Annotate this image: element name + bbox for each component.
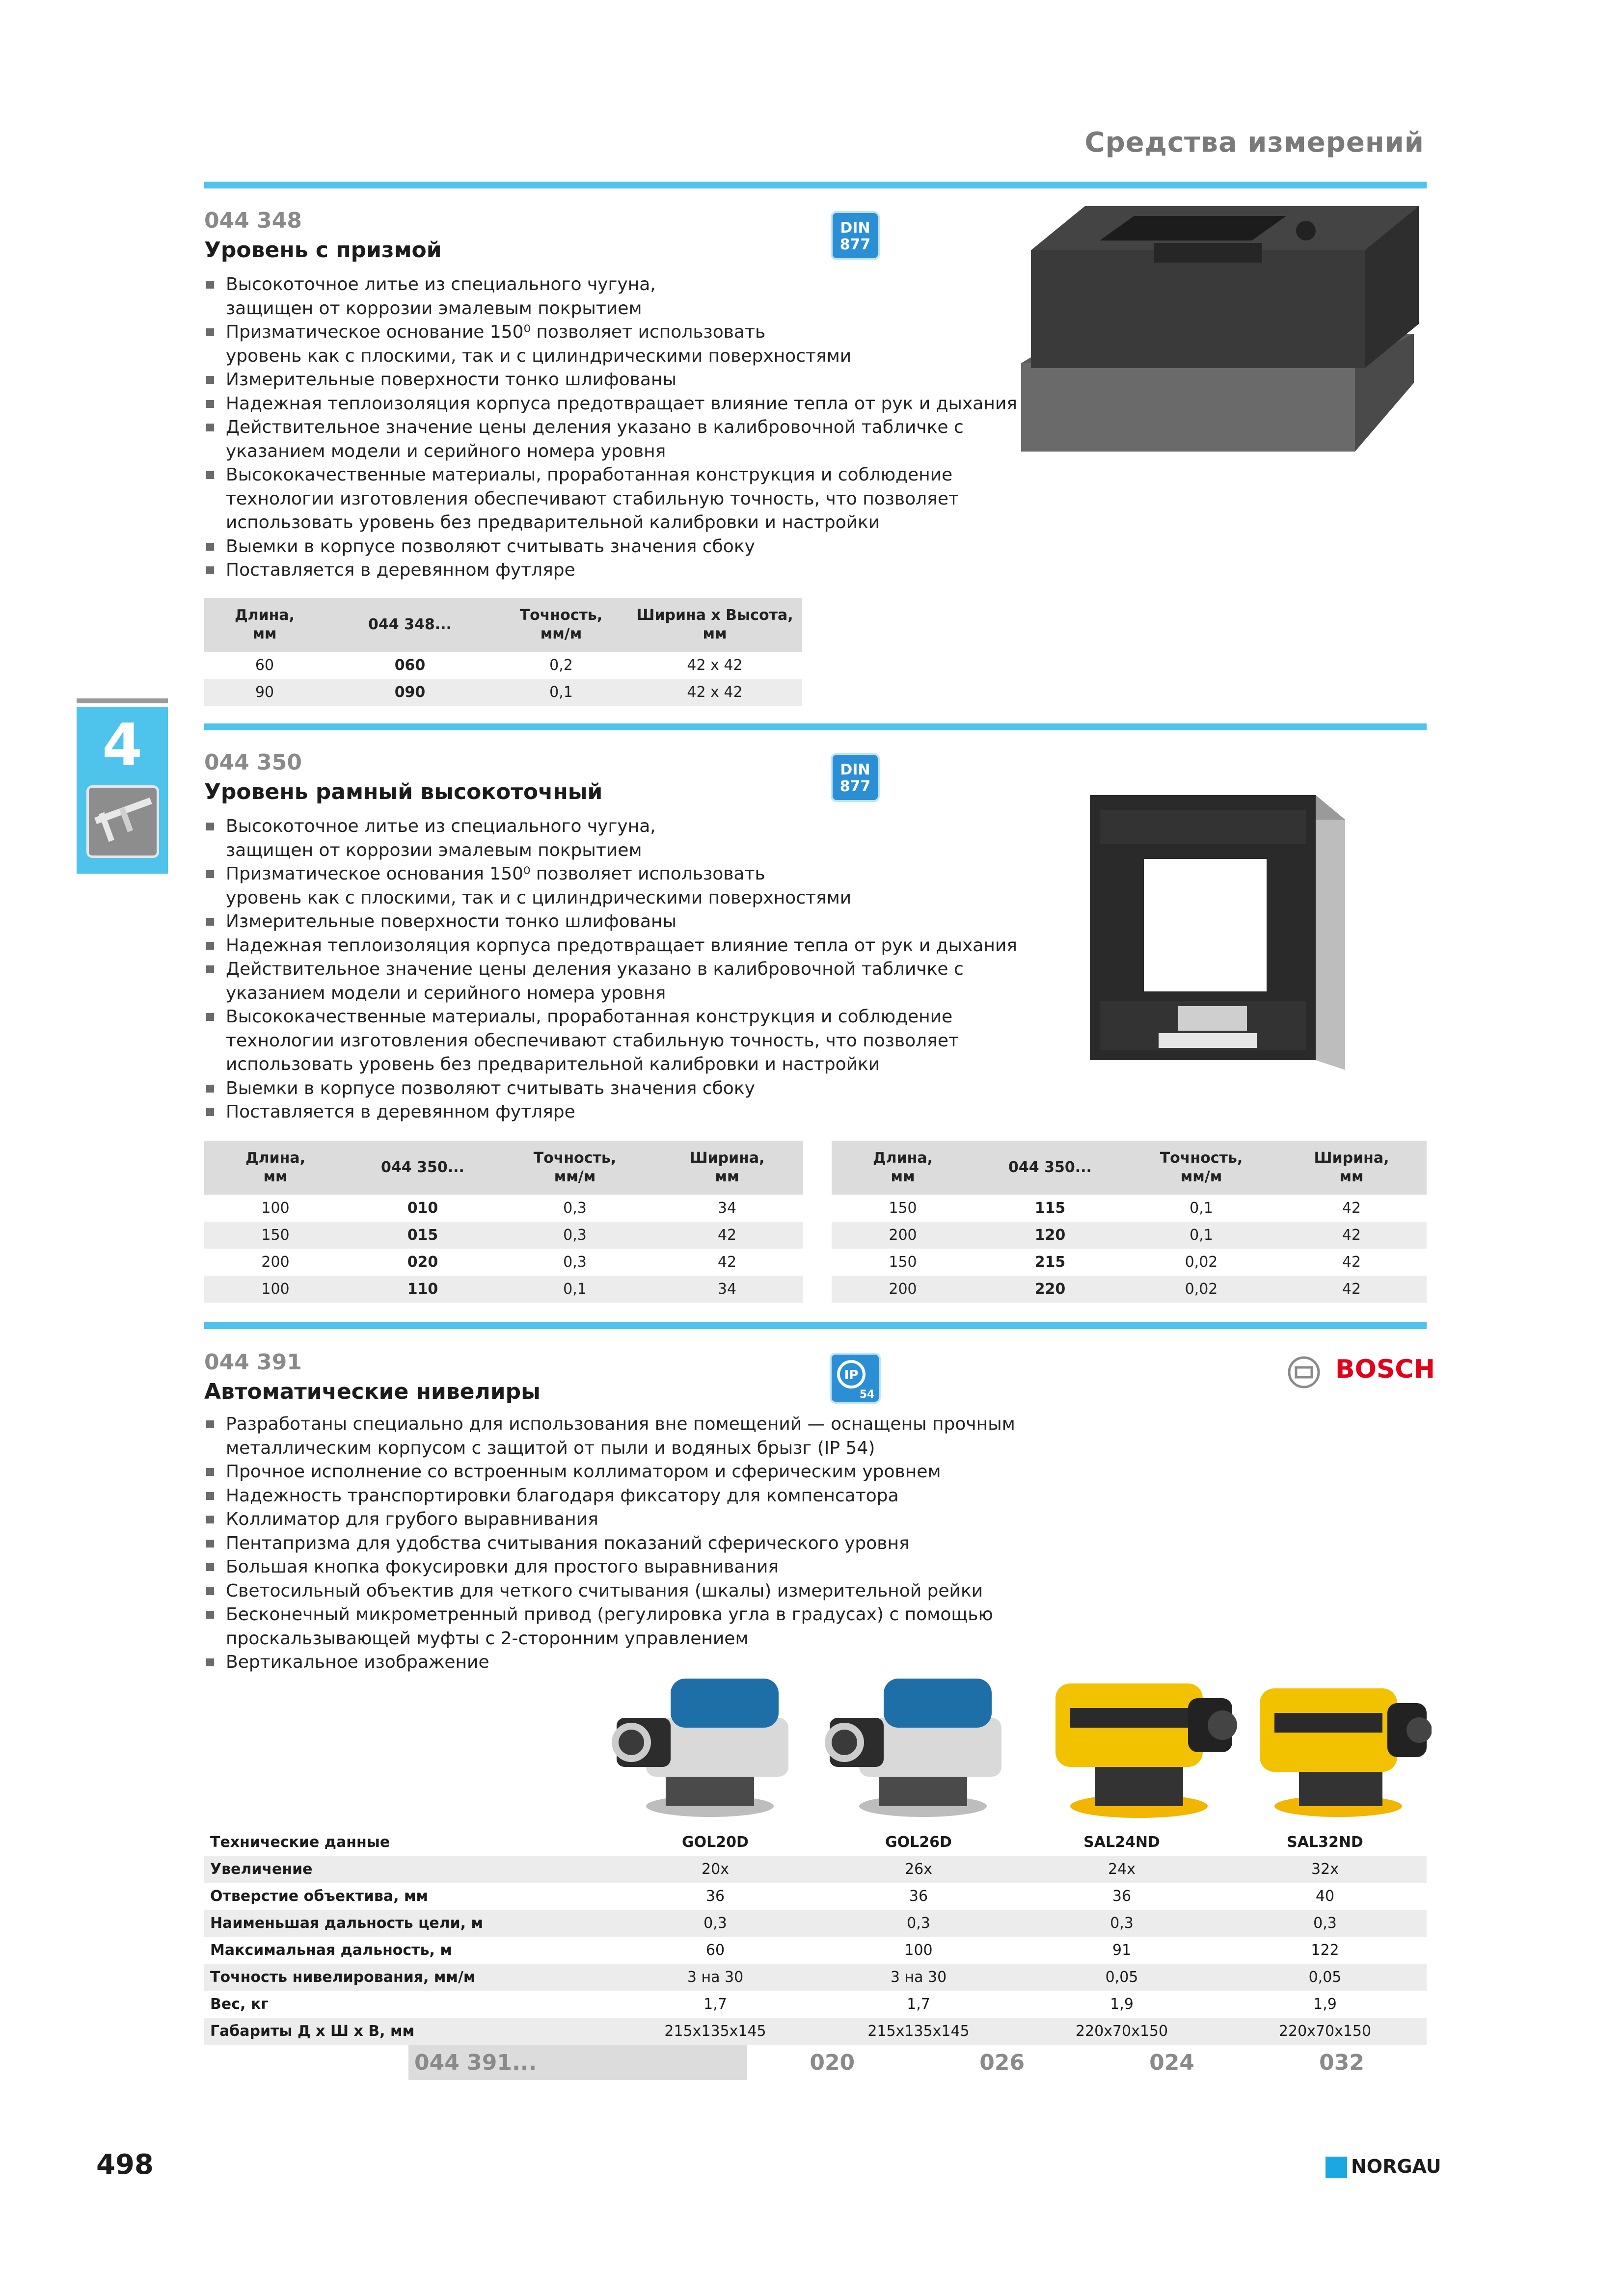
tech-value: 215x135x145 xyxy=(817,2018,1020,2045)
feature-item-cont: использовать уровень без предварительной калибровки и настройки xyxy=(226,512,880,533)
cell: 150 xyxy=(889,1200,917,1217)
tech-row xyxy=(204,2018,1427,2045)
tech-row xyxy=(204,1910,1427,1937)
tech-value: 36 xyxy=(705,1888,725,1905)
cell: 150 xyxy=(204,1222,347,1249)
table-row xyxy=(832,1249,1427,1276)
tech-value: 215x135x145 xyxy=(614,2018,817,2045)
tech-value: 1,7 xyxy=(703,1996,727,2013)
caliper-icon xyxy=(86,785,159,858)
cell: 42 xyxy=(1276,1222,1427,1249)
chapter-number: 4 xyxy=(102,711,143,778)
cell-code: 115 xyxy=(1034,1200,1066,1217)
tech-value: 0,05 xyxy=(1020,1964,1223,1991)
prism-level-image xyxy=(1011,196,1424,452)
cell: 0,1 xyxy=(1126,1222,1276,1249)
feature-item-cont: защищен от коррозии эмалевым покрытием xyxy=(226,298,642,319)
feature-item: Надежная теплоизоляция корпуса предотвращает влияние тепла от рук и дыхания xyxy=(204,934,1017,958)
cell: 0,2 xyxy=(549,657,573,674)
feature-item: Коллиматор для грубого выравнивания xyxy=(204,1508,1015,1532)
bosch-brand: BOSCH xyxy=(1335,1355,1435,1384)
cell: 60 xyxy=(255,657,274,674)
feature-item: Высококачественные материалы, проработанная конструкция и соблюдение xyxy=(204,463,1017,487)
cell: 0,02 xyxy=(1126,1276,1276,1303)
feature-item: Надежность транспортировки благодаря фиксатору для компенсатора xyxy=(204,1484,1015,1508)
cell: 0,02 xyxy=(1185,1254,1218,1271)
tech-label: Точность нивелирования, мм/м xyxy=(204,1964,614,1991)
feature-item: Надежная теплоизоляция корпуса предотвращает влияние тепла от рук и дыхания xyxy=(204,392,1017,416)
cell: 42 xyxy=(1276,1276,1427,1303)
footer-brand: NORGAU xyxy=(1351,2156,1441,2177)
cell: 100 xyxy=(204,1276,347,1303)
din-badge xyxy=(831,753,880,802)
col-accuracy: Точность, мм/м xyxy=(1126,1141,1276,1195)
table-row xyxy=(204,679,802,706)
col-accuracy: Точность, мм/м xyxy=(495,598,627,652)
cell: 200 xyxy=(832,1276,974,1303)
feature-item: Большая кнопка фокусировки для простого выравнивания xyxy=(204,1555,1015,1579)
section-title: Средства измерений xyxy=(1084,127,1424,159)
cell: 42 x 42 xyxy=(627,679,802,706)
order-code-label: 044 391... xyxy=(408,2045,747,2080)
tech-value: 1,9 xyxy=(1110,1996,1134,2013)
model-name: GOL20D xyxy=(682,1834,749,1851)
cell: 0,3 xyxy=(563,1254,587,1271)
table-row xyxy=(204,652,802,679)
tech-value: 32x xyxy=(1223,1856,1427,1883)
tech-value: 122 xyxy=(1311,1942,1339,1959)
ip-label: IP xyxy=(844,1368,859,1383)
col-length: Длина, мм xyxy=(832,1141,974,1195)
feature-item-cont: технологии изготовления обеспечивают стабильную точность, что позволяет xyxy=(226,488,959,509)
badge-line2: 877 xyxy=(839,778,871,795)
cell: 0,3 xyxy=(499,1222,651,1249)
feature-item: Прочное исполнение со встроенным коллиматором и сферическим уровнем xyxy=(204,1460,1015,1484)
table-row xyxy=(204,1195,803,1222)
tech-value: 0,3 xyxy=(1020,1910,1223,1937)
table-row xyxy=(204,1276,803,1303)
feature-item-cont: уровень как с плоскими, так и с цилиндрическими поверхностями xyxy=(226,887,852,908)
tech-value: 3 на 30 xyxy=(614,1964,817,1991)
gol20d-image xyxy=(612,1659,808,1823)
col-code: 044 348... xyxy=(325,598,495,652)
cell-code: 090 xyxy=(325,679,495,706)
tech-value: 220x70x150 xyxy=(1223,2018,1427,2045)
tech-label: Максимальная дальность, м xyxy=(210,1942,452,1959)
feature-item: Действительное значение цены деления указано в калибровочной табличке с xyxy=(204,416,1017,440)
feature-item: Поставляется в деревянном футляре xyxy=(204,1100,1017,1124)
feature-item: Призматическое основание 150⁰ позволяет использовать xyxy=(204,320,1017,345)
tech-value: 3 на 30 xyxy=(817,1964,1020,1991)
model-name: SAL32ND xyxy=(1287,1834,1363,1851)
cell-code: 220 xyxy=(974,1276,1126,1303)
tech-header-label: Технические данные xyxy=(210,1834,390,1851)
feature-item: Действительное значение цены деления указано в калибровочной табличке с xyxy=(204,958,1017,982)
cell: 150 xyxy=(889,1254,917,1271)
tech-row xyxy=(204,1991,1427,2018)
tech-row xyxy=(204,1964,1427,1991)
cell: 200 xyxy=(261,1254,290,1271)
cell: 42 xyxy=(651,1222,803,1249)
col-accuracy: Точность, мм/м xyxy=(499,1141,651,1195)
cell-code: 010 xyxy=(407,1200,438,1217)
col-length: Длина, мм xyxy=(204,598,325,652)
spec-table-044350-left xyxy=(204,1141,803,1303)
feature-item-cont: технологии изготовления обеспечивают стабильную точность, что позволяет xyxy=(226,1030,959,1051)
frame-level-image xyxy=(1080,780,1355,1075)
feature-item: Вертикальное изображение xyxy=(204,1651,1015,1675)
norgau-logo-icon xyxy=(1325,2157,1347,2178)
badge-line1: DIN xyxy=(840,219,870,237)
tech-label: Отверстие объектива, мм xyxy=(210,1888,429,1905)
badge-line2: 877 xyxy=(839,236,871,253)
spec-table-044350-right xyxy=(832,1141,1427,1303)
tech-header-row xyxy=(204,1829,1427,1856)
order-code: 032 xyxy=(1319,2050,1364,2075)
tech-value: 40 xyxy=(1315,1888,1335,1905)
tech-value: 91 xyxy=(1112,1942,1132,1959)
tech-row xyxy=(204,1937,1427,1964)
cell-code: 120 xyxy=(974,1222,1126,1249)
table-row xyxy=(204,1222,803,1249)
feature-list xyxy=(204,273,1017,583)
tech-label: Габариты Д х Ш х В, мм xyxy=(204,2018,614,2045)
feature-item: Призматическое основания 150⁰ позволяет использовать xyxy=(204,862,1017,886)
col-length: Длина, мм xyxy=(204,1141,347,1195)
side-tab-line xyxy=(77,698,168,703)
cell-code: 215 xyxy=(1034,1254,1066,1271)
tech-value: 1,7 xyxy=(907,1996,930,2013)
ip-rating: 54 xyxy=(859,1388,875,1401)
order-code: 026 xyxy=(979,2050,1025,2075)
product-title: Автоматические нивелиры xyxy=(204,1379,541,1404)
feature-item-cont: металлическим корпусом с защитой от пыли и водяных брызг (IP 54) xyxy=(226,1438,875,1458)
tech-value: 0,3 xyxy=(1223,1910,1427,1937)
product-title: Уровень с призмой xyxy=(204,238,442,263)
feature-item-cont: указанием модели и серийного номера уровня xyxy=(226,983,666,1003)
tech-value: 20x xyxy=(614,1856,817,1883)
feature-item: Измерительные поверхности тонко шлифованы xyxy=(204,910,1017,934)
product-title: Уровень рамный высокоточный xyxy=(204,779,603,804)
tech-value: 36 xyxy=(909,1888,928,1905)
section-divider xyxy=(204,182,1427,188)
feature-item: Высококачественные материалы, проработанная конструкция и соблюдение xyxy=(204,1005,1017,1029)
feature-item-cont: защищен от коррозии эмалевым покрытием xyxy=(226,840,642,860)
tech-label: Увеличение xyxy=(204,1856,614,1883)
cell: 34 xyxy=(651,1276,803,1303)
tech-value: 220x70x150 xyxy=(1020,2018,1223,2045)
tech-value: 60 xyxy=(705,1942,725,1959)
col-width: Ширина, мм xyxy=(651,1141,803,1195)
col-code: 044 350... xyxy=(974,1141,1126,1195)
sal32nd-image xyxy=(1250,1659,1432,1823)
table-row xyxy=(832,1195,1427,1222)
cell: 42 xyxy=(1342,1200,1361,1217)
tech-value: 0,3 xyxy=(817,1910,1020,1937)
feature-list xyxy=(204,1413,1015,1675)
order-code: 024 xyxy=(1149,2050,1195,2075)
product-code: 044 350 xyxy=(204,750,302,775)
tech-label: Наименьшая дальность цели, м xyxy=(204,1910,614,1937)
col-width: Ширина, мм xyxy=(1276,1141,1427,1195)
feature-item: Высокоточное литье из специального чугуна, xyxy=(204,815,1017,839)
tech-value: 26x xyxy=(817,1856,1020,1883)
cell-code: 020 xyxy=(407,1254,438,1271)
product-code: 044 391 xyxy=(204,1350,302,1375)
din-badge xyxy=(831,211,880,260)
table-row xyxy=(204,1249,803,1276)
model-name: GOL26D xyxy=(885,1834,952,1851)
tech-row xyxy=(204,1883,1427,1910)
tech-value: 24x xyxy=(1020,1856,1223,1883)
feature-item: Выемки в корпусе позволяют считывать значения сбоку xyxy=(204,1077,1017,1101)
feature-list xyxy=(204,815,1017,1124)
order-code-row xyxy=(408,2045,1427,2080)
tech-value: 36 xyxy=(1112,1888,1132,1905)
table-row xyxy=(832,1222,1427,1249)
cell: 90 xyxy=(204,679,325,706)
cell: 34 xyxy=(717,1200,737,1217)
tech-data-table xyxy=(204,1829,1427,2075)
page-number: 498 xyxy=(96,2149,154,2181)
table-row xyxy=(832,1276,1427,1303)
tech-value: 0,05 xyxy=(1223,1964,1427,1991)
cell: 42 x 42 xyxy=(687,657,743,674)
tech-label: Вес, кг xyxy=(210,1996,269,2013)
feature-item: Выемки в корпусе позволяют считывать значения сбоку xyxy=(204,535,1017,559)
feature-item: Разработаны специально для использования вне помещений — оснащены прочным xyxy=(204,1413,1015,1437)
section-divider xyxy=(204,1322,1427,1329)
tech-row xyxy=(204,1856,1427,1883)
cell-code: 060 xyxy=(394,657,426,674)
feature-item: Бесконечный микрометренный привод (регулировка угла в градусах) с помощью xyxy=(204,1603,1015,1627)
feature-item: Поставляется в деревянном футляре xyxy=(204,559,1017,583)
feature-item-cont: проскальзывающей муфты с 2-сторонним управлением xyxy=(226,1628,749,1649)
feature-item: Высокоточное литье из специального чугуна, xyxy=(204,273,1017,297)
feature-item: Пентапризма для удобства считывания показаний сферического уровня xyxy=(204,1532,1015,1556)
cell: 42 xyxy=(717,1254,737,1271)
tech-value: 100 xyxy=(904,1942,933,1959)
feature-item-cont: использовать уровень без предварительной калибровки и настройки xyxy=(226,1054,880,1074)
cell-code: 015 xyxy=(347,1222,499,1249)
cell-code: 110 xyxy=(347,1276,499,1303)
bosch-logo-icon xyxy=(1284,1353,1324,1394)
section-divider xyxy=(204,723,1427,730)
cell: 100 xyxy=(261,1200,290,1217)
product-code: 044 348 xyxy=(204,208,302,233)
feature-item: Светосильный объектив для четкого считывания (шкалы) измерительной рейки xyxy=(204,1579,1015,1603)
cell: 0,1 xyxy=(495,679,627,706)
badge-line1: DIN xyxy=(840,761,870,778)
tech-value: 0,3 xyxy=(614,1910,817,1937)
cell: 0,1 xyxy=(1190,1200,1213,1217)
spec-table-044348 xyxy=(204,598,802,706)
feature-item-cont: указанием модели и серийного номера уровня xyxy=(226,441,666,461)
model-name: SAL24ND xyxy=(1083,1834,1160,1851)
tech-value: 1,9 xyxy=(1313,1996,1337,2013)
feature-item-cont: уровень как с плоскими, так и с цилиндрическими поверхностями xyxy=(226,346,852,366)
order-code: 020 xyxy=(810,2050,855,2075)
cell: 0,3 xyxy=(563,1200,587,1217)
feature-item: Измерительные поверхности тонко шлифованы xyxy=(204,368,1017,392)
cell: 42 xyxy=(1342,1254,1361,1271)
gol26d-image xyxy=(825,1659,1021,1823)
col-dimensions: Ширина x Высота, мм xyxy=(627,598,802,652)
sal24nd-image xyxy=(1041,1654,1237,1823)
col-code: 044 350... xyxy=(347,1141,499,1195)
cell: 200 xyxy=(832,1222,974,1249)
ip54-badge xyxy=(830,1353,881,1404)
cell: 0,1 xyxy=(499,1276,651,1303)
